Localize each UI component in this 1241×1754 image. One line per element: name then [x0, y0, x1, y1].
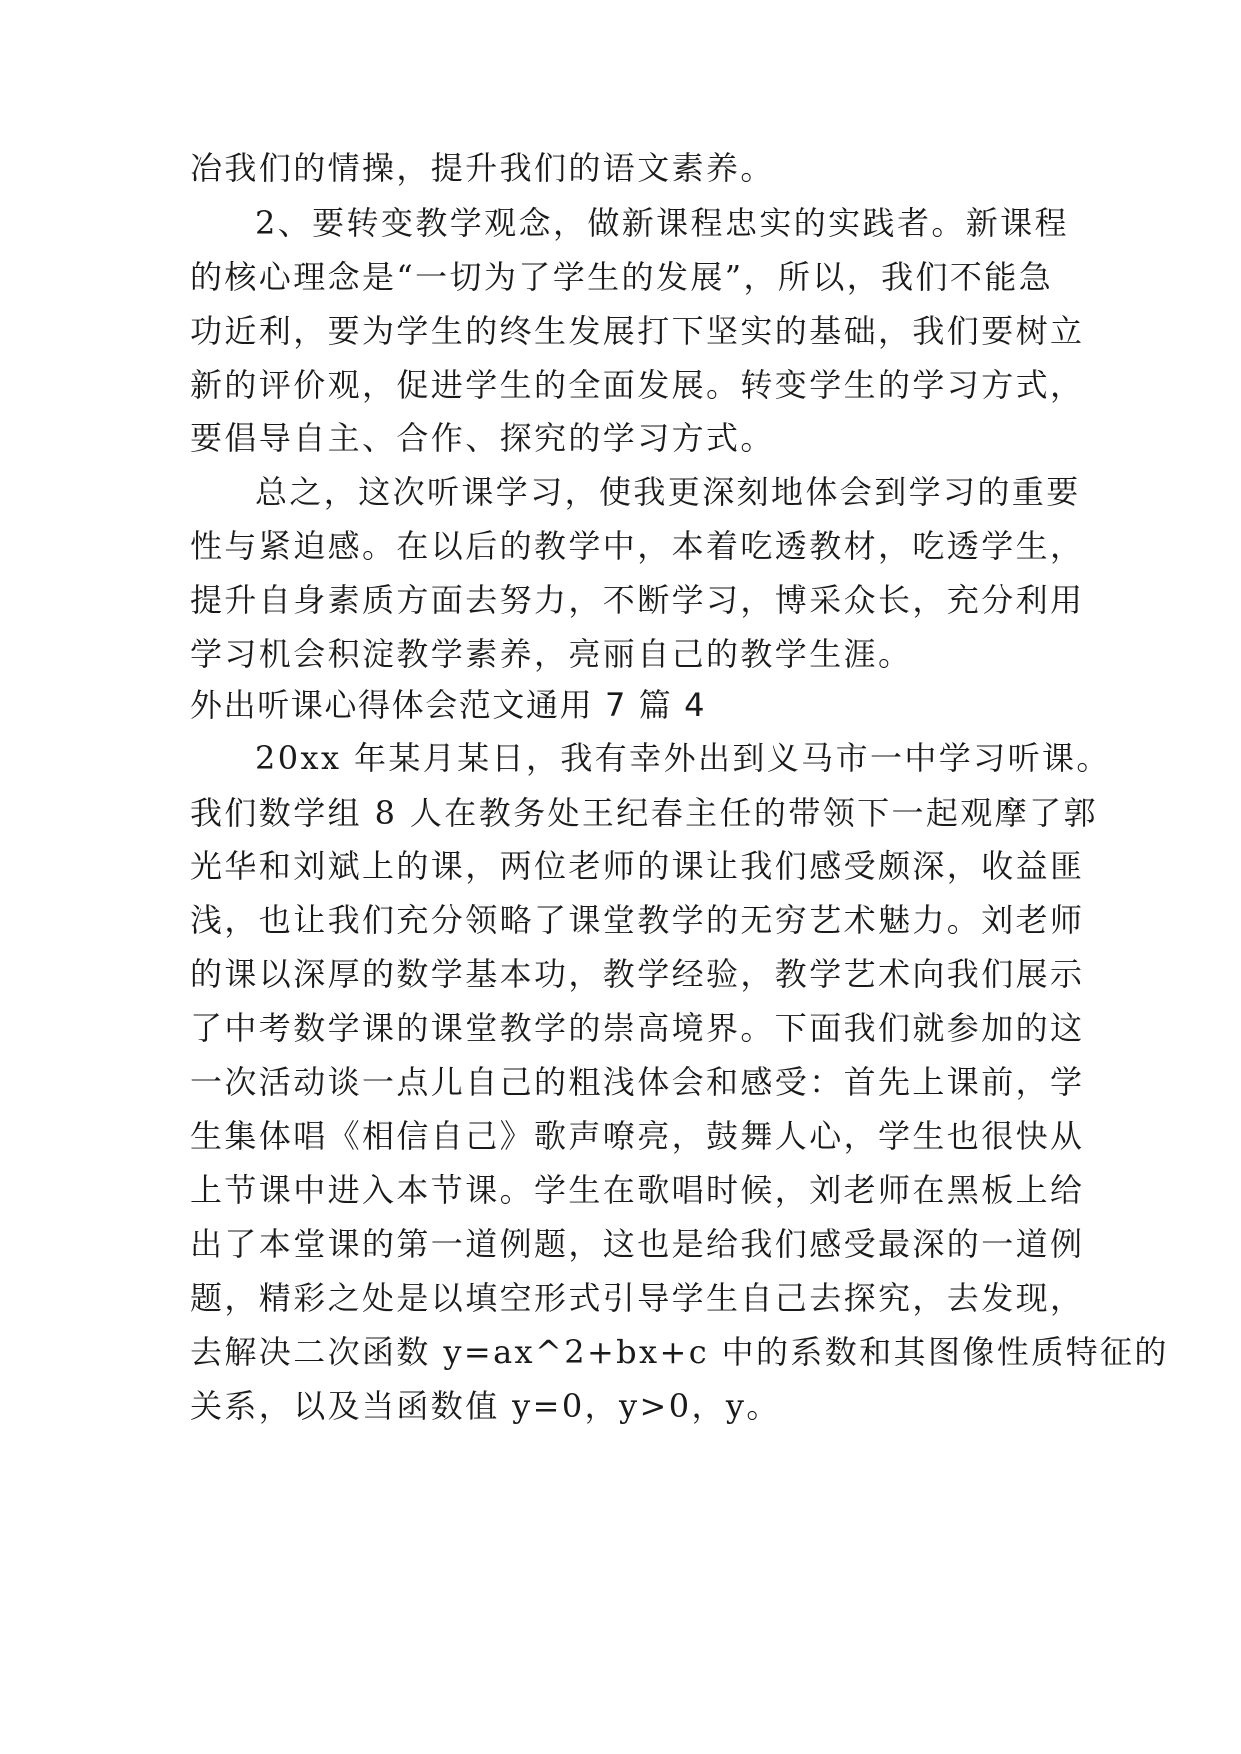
paragraph-line: 去解决二次函数 y=ax^2+bx+c 中的系数和其图像性质特征的 — [190, 1333, 1169, 1371]
paragraph-line: 提升自身素质方面去努力，不断学习，博采众长，充分利用 — [190, 581, 1085, 619]
paragraph-line: 学习机会积淀教学素养，亮丽自己的教学生涯。 — [190, 635, 913, 673]
paragraph-line: 生集体唱《相信自己》歌声嘹亮，鼓舞人心，学生也很快从 — [190, 1117, 1085, 1155]
paragraph-line: 上节课中进入本节课。学生在歌唱时候，刘老师在黑板上给 — [190, 1171, 1085, 1209]
paragraph-line: 20xx 年某月某日，我有幸外出到义马市一中学习听课。 — [255, 739, 1111, 777]
paragraph-line: 浅，也让我们充分领略了课堂教学的无穷艺术魅力。刘老师 — [190, 901, 1085, 939]
paragraph-line: 出了本堂课的第一道例题，这也是给我们感受最深的一道例 — [190, 1225, 1085, 1263]
paragraph-line: 光华和刘斌上的课，两位老师的课让我们感受颇深，收益匪 — [190, 847, 1085, 885]
paragraph-line: 了中考数学课的课堂教学的崇高境界。下面我们就参加的这 — [190, 1009, 1085, 1047]
paragraph-line: 性与紧迫感。在以后的教学中，本着吃透教材，吃透学生， — [190, 527, 1085, 565]
paragraph-line: 冶我们的情操，提升我们的语文素养。 — [190, 149, 775, 187]
paragraph-line: 我们数学组 8 人在教务处王纪春主任的带领下一起观摩了郭 — [190, 794, 1098, 832]
paragraph-line: 功近利，要为学生的终生发展打下坚实的基础，我们要树立 — [190, 312, 1085, 350]
paragraph-line: 总之，这次听课学习，使我更深刻地体会到学习的重要 — [255, 473, 1081, 511]
paragraph-line: 的课以深厚的数学基本功，教学经验，教学艺术向我们展示 — [190, 955, 1085, 993]
paragraph-line: 关系，以及当函数值 y=0，y>0，y。 — [190, 1387, 781, 1425]
paragraph-line: 新的评价观，促进学生的全面发展。转变学生的学习方式， — [190, 366, 1085, 404]
paragraph-line: 的核心理念是“一切为了学生的发展”，所以，我们不能急 — [190, 258, 1054, 296]
paragraph-line: 题，精彩之处是以填空形式引导学生自己去探究，去发现， — [190, 1279, 1085, 1317]
paragraph-line: 一次活动谈一点儿自己的粗浅体会和感受：首先上课前，学 — [190, 1063, 1085, 1101]
paragraph-line: 要倡导自主、合作、探究的学习方式。 — [190, 419, 775, 457]
paragraph-line: 2、要转变教学观念，做新课程忠实的实践者。新课程 — [255, 204, 1069, 242]
section-heading: 外出听课心得体会范文通用 7 篇 4 — [190, 686, 707, 724]
